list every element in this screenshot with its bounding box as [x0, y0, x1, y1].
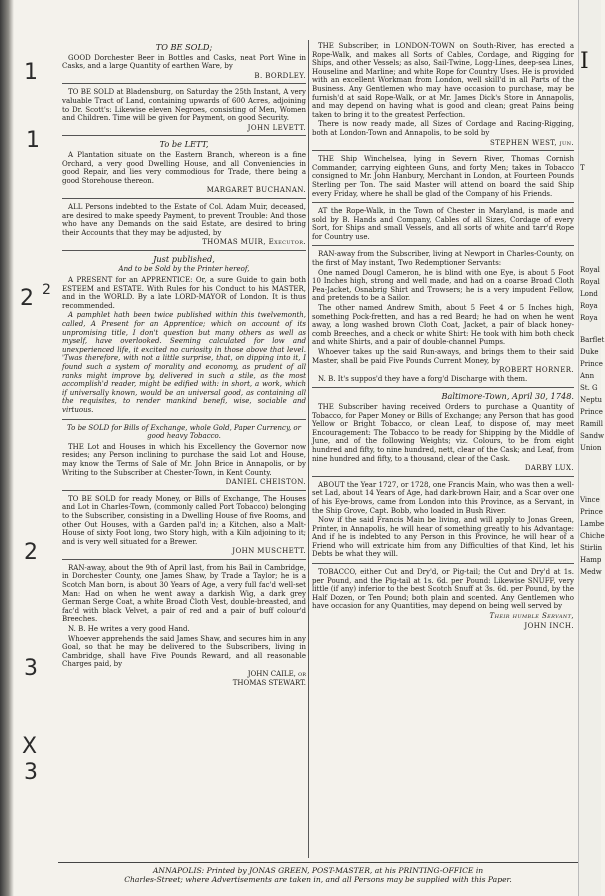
ad-rope-walk-london-town [312, 42, 574, 151]
ad-nb: N. B. It's suppos'd they have a forg'd Discharge with them. [318, 374, 528, 383]
edge-fragment: T [580, 164, 585, 172]
ad-body: A PRESENT for an APPRENTICE: Or, a sure Guide to gain both ESTEEM and ESTATE. With Rules for his Conduct to his MASTER, and in the WORLD. By a late LORD-MAYOR of London. It is thus recommended. [62, 276, 306, 310]
ad-charles-town-houses [62, 495, 306, 560]
ad-body: A Plantation situate on the Eastern Branch, whereon is a fine Orchard, a very good Dwelling House, and all Conveniencies in good Repair, and lies very commodious for Trade, there being a good Storehouse thereon. [62, 150, 306, 185]
handwritten-margin-marks [14, 0, 54, 896]
ad-present-for-apprentice [62, 255, 306, 420]
margin-mark: 2 [24, 540, 38, 565]
edge-fragment: St. G [580, 384, 598, 392]
ad-heading: TO BE SOLD; [155, 42, 213, 52]
ad-dorchester-beer [62, 43, 306, 84]
left-column [62, 42, 306, 694]
right-column [312, 42, 574, 637]
ad-plantation-to-lett [62, 140, 306, 199]
edge-fragment: Medw [580, 568, 602, 576]
edge-fragment: Royal [580, 278, 600, 286]
ad-signature: DARBY LUX. [524, 464, 574, 473]
ad-rope-walk-chester [312, 207, 574, 246]
ad-body: Now if the said Francis Main be living, and will apply to Jonas Green, Printer, in Annapolis, he will hear of something greatly to his Advantage: And if he is indebted to any Person in this Province, he will hear of a Friend who will extricate him from any Difficulties of that Kind, let his Debts be what they will. [312, 516, 574, 559]
margin-mark: 2 [20, 286, 34, 311]
ad-tobacco-purchase [312, 392, 574, 476]
edge-fragment: Chiche [580, 532, 605, 540]
page-binding-shadow [0, 0, 14, 896]
ad-governor-house [62, 424, 306, 491]
ad-body: RAN-away from the Subscriber, living at Newport in Charles-County, on the first of May instant, Two Redemptioner Servants: [312, 250, 574, 268]
ad-body: TO BE SOLD for ready Money, or Bills of Exchange, The Houses and Lot in Charles-Town, (commonly called Port Tobacco) belonging to the Subscriber, consisting in a Dwelling House of five Rooms, and other Out Houses, with a Garden pal'd in; a Kitchen, also a Malt-House of sixty Foot long, two Story high, with a Kiln adjoining to it; and is very well situated for a Brewer. [62, 494, 306, 546]
ad-body: The other named Andrew Smith, about 5 Feet 4 or 5 Inches high, something Pock-fretten, and has a red Beard; he had on when he went away, a long washed brown Cloth Coat, Jacket, a pair of black honey-comb Breeches, and a check or white Shirt: He took with him both check and white Shirts, and a pair of double-channel Pumps. [312, 304, 574, 347]
edge-fragment: Ann [580, 372, 595, 380]
margin-mark: 1 [24, 60, 38, 85]
ad-signature: STEPHEN WEST, jun. [489, 138, 574, 147]
ad-body: One named Dougl Cameron, he is blind with one Eye, is about 5 Foot 10 Inches high, strong and well made, and had on a coarse Broad Cloth Pea-Jacket, Osnabrig Shirt and Trowsers; he is a very impudent Fellow, and pretends to be a Sailor. [312, 268, 574, 303]
imprint-line: ANNAPOLIS: Printed by JONAS GREEN, POST-MASTER, at his PRINTING-OFFICE in [152, 866, 484, 875]
edge-fragment: Ramill [580, 420, 603, 428]
imprint-line: Charles-Street; where Advertisements are taken in, and all Persons may be supplied with this Paper. [124, 875, 512, 884]
ad-signature: B. BORDLEY. [254, 71, 306, 80]
ad-dateline: Baltimore-Town, April 30, 1748. [441, 391, 574, 402]
margin-mark: 3 [24, 760, 38, 785]
edge-fragment: Union [580, 444, 602, 452]
ad-body: ALL Persons indebted to the Estate of Col. Adam Muir, deceased, are desired to make speedy Payment, to prevent Trouble: And those who have any Demands on the said Estate, are desired to bring their Accounts that they may be adjusted, by [62, 202, 306, 237]
edge-fragment-list [579, 0, 605, 580]
ad-signature: THOMAS STEWART. [232, 678, 306, 687]
ad-estate-muir [62, 203, 306, 251]
edge-fragment: Hamp [580, 556, 602, 564]
ad-heading: To be LETT, [159, 139, 209, 150]
edge-fragment: Barflet [580, 336, 605, 344]
edge-fragment: Prince [580, 360, 603, 368]
edge-fragment: Prince [580, 408, 603, 416]
ad-body: TO BE SOLD at Bladensburg, on Saturday the 25th Instant, A very valuable Tract of Land, containing upwards of 600 Acres, adjoining to Dr. Scott's: Likewise eleven Negroes, consisting of Men, Women and Children. Time will be given for Payment, on good Security. [62, 88, 306, 123]
ad-body: AT the Rope-Walk, in the Town of Chester in Maryland, is made and sold by B. Hands and Company, Cables of all Sizes, Cordage of every Sort, for Ships and small Vessels, and all sorts of white and tarr'd Rope for Country use. [312, 207, 574, 241]
ad-ship-winchelsea [312, 155, 574, 203]
margin-mark: 1 [26, 128, 40, 153]
margin-mark: 3 [24, 656, 38, 681]
ad-body: GOOD Dorchester Beer in Bottles and Casks, neat Port Wine in Casks, and a large Quantity of earthen Ware, by [62, 53, 306, 71]
ad-note: A pamphlet hath been twice published within this twelvemonth, called, A Present for an Apprentice; which on account of its unpromising title, I don't question but many others as well as myself, have overlooked. Seeming calculated for low and unexperienced life, it excited no curiosity in those above that level. 'Twas therefore, with not a little surprise, that, on dipping into it, I found such a system of morality and economy, as prudent of all ranks might improve by, delivered in such a stile, as the most accomplish'd reader, might be edified with: in short, a work, which if universally known, would be an universal good, as containing all the requisites, to render mankind benefi, wise, sociable and virtuous. [62, 311, 306, 414]
ad-body: THE Subscriber, in LONDON-TOWN on South-River, has erected a Rope-Walk, and makes all Sorts of Cables, Cordage, and Rigging for Ships, and other Vessels; as also, Sail-Twine, Logg-Lines, deep-sea Lines, Houseline and Marline; and white Rope for Country Uses. He is provided with an excellent Workman from London, well skill'd in all Parts of the Business. Any Gentlemen who may have occasion to purchase, may be furnish'd at said Rope-Walk, or at Mr. James Dick's Store in Annapolis, and may depend on having what is good and clean; great Pains being taken to bring it to the greatest Perfection. [312, 42, 574, 119]
edge-fragment: Sandw [580, 432, 604, 440]
ad-body: Whoever apprehends the said James Shaw, and secures him in any Goal, so that he may be delivered to the Subscribers, living in Cambridge, shall have Five Pounds Reward, and all reasonable Charges paid, by [62, 634, 306, 669]
edge-fragment: I [580, 49, 589, 74]
ad-heading: Just published, [153, 253, 215, 264]
ad-body: THE Subscriber having received Orders to purchase a Quantity of Tobacco, for Paper Money or Bills of Exchange; any Person that has good Yellow or Bright Tobacco, or clean Leaf, to dispose of, may meet Encouragement: The Tobacco to be ready for Shipping by the Middle of June, and of the following Weights; viz. Colours, to be from eight hundred and fifty, to nine hundred, nett, clear of the Cask; and Leaf, from nine hundred and fifty, to a thousand, clear of the Cask. [312, 402, 574, 463]
edge-fragment: Neptu [580, 396, 603, 404]
edge-fragment: Vince [580, 496, 600, 504]
ad-signature: MARGARET BUCHANAN. [206, 186, 306, 195]
ad-body: THE Lot and Houses in which his Excellency the Governor now resides; any Person inclining to purchase the said Lot and House, may know the Terms of Sale of Mr. John Brice in Annapolis, or by Writing to the Subscriber at Chester-Town, in Kent County. [62, 442, 306, 477]
ad-nb: N. B. He writes a very good Hand. [68, 625, 190, 634]
margin-mark: X [22, 734, 38, 759]
printer-imprint [58, 862, 578, 884]
edge-fragment: Prince [580, 508, 603, 516]
edge-fragment: Lambe [580, 520, 605, 528]
adjacent-page-edge [578, 0, 605, 896]
ad-signature: ROBERT HORNER. [499, 366, 574, 375]
ad-signature: JOHN MUSCHETT. [232, 547, 306, 556]
ad-signature: JOHN CAILE, or [247, 670, 306, 678]
edge-fragment: Lond [580, 290, 598, 298]
edge-fragment: Roya [580, 302, 598, 310]
edge-fragment: Duke [580, 348, 599, 356]
edge-fragment: Stirlin [580, 544, 603, 552]
ad-signature: JOHN INCH. [524, 621, 574, 630]
ad-subheading: And to be Sold by the Printer hereof, [118, 265, 250, 274]
ad-bladensburg-land [62, 88, 306, 136]
ad-signature: THOMAS MUIR, Executor. [202, 238, 306, 247]
edge-fragment: Roya [580, 314, 598, 322]
ad-body: RAN-away, about the 9th of April last, from his Bail in Cambridge, in Dorchester County, one James Shaw, by Trade a Taylor; he is a Scotch Man born, is about 30 Years of Age, a very full fac'd well-set Man: Had on when he went away a darkish Wig, a dark grey German Serge Coat, a white Broad Cloth Vest, double-breasted, and fac'd with black Velvet, a pair of red and a pair of buff colour'd Breeches. [62, 563, 306, 624]
ad-body: ABOUT the Year 1727, or 1728, one Francis Main, who was then a well-set Lad, about 14 Years of Age, had dark-brown Hair, and a Scar over one of his Eye-brows, came from London into this Province, as a Servant, in the Ship Grove, Capt. Bobb, who loaded in Bush River. [312, 480, 574, 515]
ad-tobacco-snuff [312, 568, 574, 633]
ad-heading: To be SOLD for Bills of Exchange, whole Gold, Paper Currency, or good heavy Tobacco. [67, 423, 301, 441]
ad-body: THE Ship Winchelsea, lying in Severn River, Thomas Cornish Commander, carrying eighteen Guns, and forty Men; takes in Tobacco consigned to Mr. John Hanbury, Merchant in London, at Fourteen Pounds Sterling per Ton. The said Master will attend on board the said Ship every Friday, where he shall be glad of the Company of his Friends. [312, 155, 574, 198]
ad-signature: JOHN LEVETT. [247, 123, 306, 132]
ad-signature: DANIEL CHEISTON. [225, 478, 306, 487]
ad-body: TOBACCO, either Cut and Dry'd, or Pig-tail; the Cut and Dry'd at 1s. per Pound, and the Pig-tail at 1s. 6d. per Pound: Likewise SNUFF, very little (if any) inferior to the best Scotch Snuff at 3s. 6d. per Pound, by the Half Dozen, or Ten Pound; both plain and scented. Any Gentlemen who have occasion for any Quantities, may depend on being well served by [312, 568, 574, 611]
ad-runaway-servants [312, 250, 574, 388]
margin-mark: 2 [42, 282, 51, 298]
ad-body: There is now ready made, all Sizes of Cordage and Racing-Rigging, both at London-Town and Annapolis, to be sold by [312, 120, 574, 137]
ad-runaway-shaw [62, 564, 306, 690]
ad-body: Whoever takes up the said Run-aways, and brings them to their said Master, shall be paid Five Pounds Current Money, by [312, 348, 574, 365]
ad-francis-main [312, 481, 574, 564]
edge-fragment: Royal [580, 266, 600, 274]
ad-signature: Their humble Servant, [489, 612, 574, 621]
column-rule [308, 40, 309, 858]
